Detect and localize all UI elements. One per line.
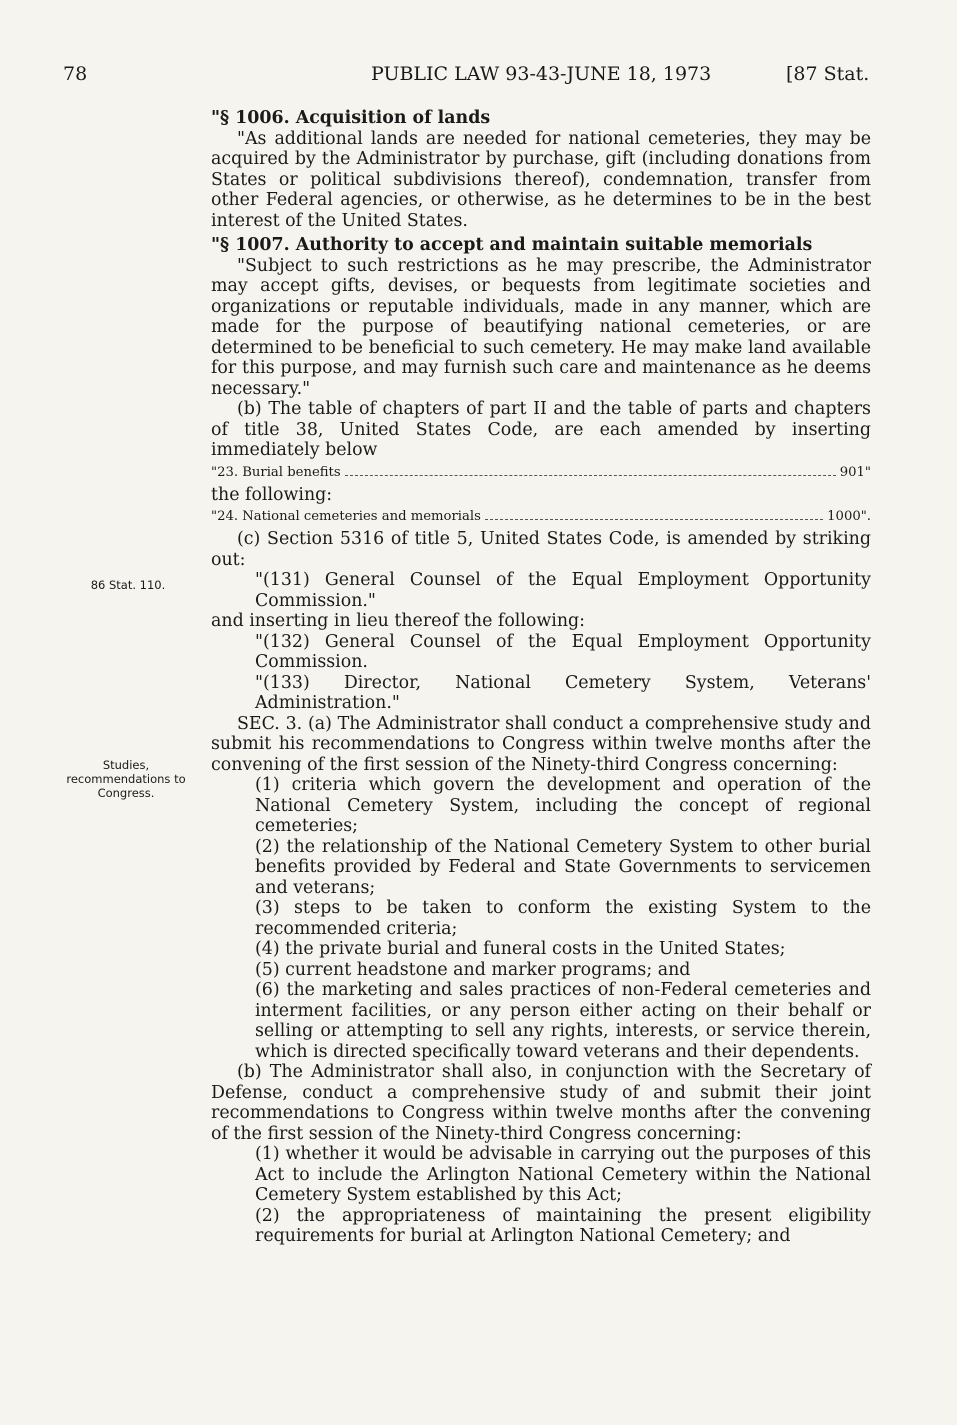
list-b-item: (2) the appropriateness of maintaining the present eligibility requirements for burial at Arlington National Cemetery; and [255,1205,871,1246]
table-entry-24-number: 1000". [827,509,871,524]
quote-131: "(131) General Counsel of the Equal Employment Opportunity Commission." [255,570,871,611]
subsection-b-text: (b) The table of chapters of part II and the table of parts and chapters of title 38, United States Code, are each amended by inserting immediately below [211,399,871,460]
list-a-item: (6) the marketing and sales practices of non-Federal cemeteries and interment facilities, or any person either acting on their behalf or selling or attempting to sell any rights, interests, or service therein, which is directed specifically toward veterans and their dependents. [255,980,871,1062]
inserting-text: and inserting in lieu thereof the following: [211,611,586,631]
list-a-item: (5) current headstone and marker programs; and [255,959,691,980]
section-1007-heading: "§ 1007. Authority to accept and maintain suitable memorials [211,235,813,255]
table-entry-23-number: 901" [839,464,871,480]
leader-dots [345,465,836,476]
page-number: 78 [63,63,88,85]
section-1007-text: "Subject to such restrictions as he may prescribe, the Administrator may accept gifts, devises, or bequests from legitimate societies and organizations or reputable individuals, made in any manner, which are made for the purpose of beautifying national cemeteries, or are determined to be beneficial to such cemetery. He may make land available for this purpose, and may furnish such care and maintenance as he deems necessary." [211,255,871,399]
table-entry-23-label: "23. Burial benefits [211,464,341,480]
list-a-item: (3) steps to be taken to conform the existing System to the recommended criteria; [255,898,871,939]
list-a-item: (2) the relationship of the National Cemetery System to other burial benefits provided by Federal and State Governments to servicemen and veterans; [255,836,871,898]
list-a-item: (4) the private burial and funeral costs in the United States; [255,939,786,959]
stat-reference: [87 Stat. [786,63,870,85]
section-3b-text: (b) The Administrator shall also, in conjunction with the Secretary of Defense, conduct a comprehensive study of and submit their joint recommendations to Congress within twelve months after the convening of the first session of the Ninety-third Congress concerning: [211,1062,871,1144]
table-entry-24-label: "24. National cemeteries and memorials [211,509,481,524]
table-entry-23 [211,463,871,483]
section-3-text: SEC. 3. (a) The Administrator shall conduct a comprehensive study and submit his recommendations to Congress within twelve months after the convening of the first session of the Ninety-third Congress concerning: [211,713,871,775]
margin-note-studies: Studies, recommendations to Congress. [66,758,186,800]
subsection-c-text: (c) Section 5316 of title 5, United States Code, is amended by striking out: [211,529,871,570]
margin-note-stat-ref: 86 Stat. 110. [90,578,166,592]
main-text-column [211,108,871,1247]
quote-133: "(133) Director, National Cemetery System, Veterans' Administration." [255,672,871,713]
leader-dots [485,509,823,520]
list-a-item: (1) criteria which govern the development and operation of the National Cemetery System, including the concept of regional cemeteries; [255,775,871,836]
quote-132: "(132) General Counsel of the Equal Employment Opportunity Commission. [255,631,871,672]
section-1006-heading: "§ 1006. Acquisition of lands [211,108,491,128]
table-entry-24 [211,507,871,527]
running-title: PUBLIC LAW 93-43-JUNE 18, 1973 [371,63,712,85]
section-1006-text: "As additional lands are needed for national cemeteries, they may be acquired by the Administrator by purchase, gift (including donations from States or political subdivisions thereof), condemnation, transfer from other Federal agencies, or otherwise, as he determines to be in the best interest of the United States. [211,128,871,231]
following-text: the following: [211,484,333,505]
list-b-item: (1) whether it would be advisable in carrying out the purposes of this Act to include the Arlington National Cemetery within the National Cemetery System established by this Act; [255,1144,871,1205]
